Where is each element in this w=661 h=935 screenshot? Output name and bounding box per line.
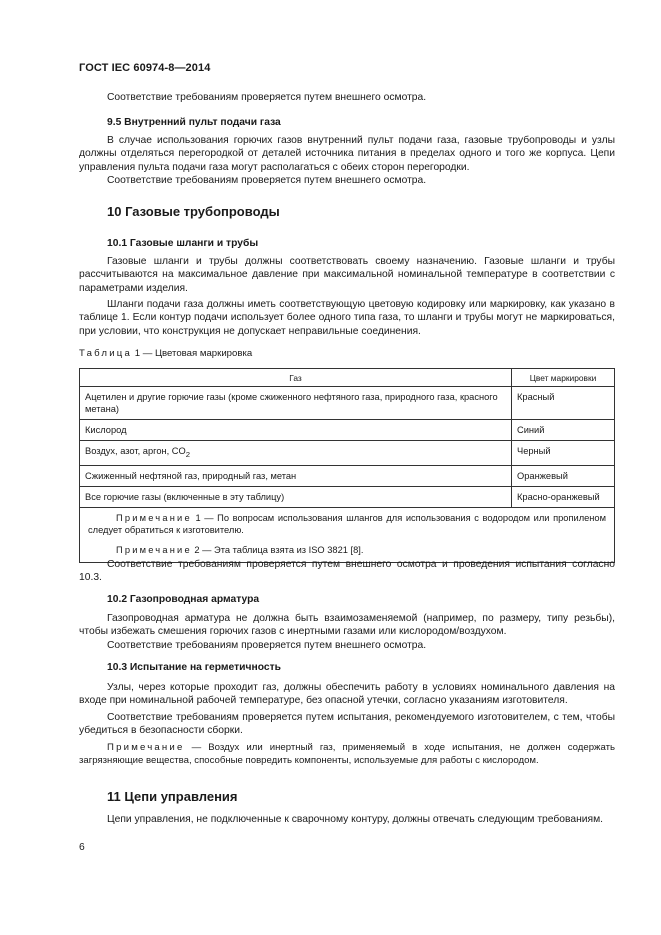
- section-10-3-note: [79, 742, 615, 767]
- table-cell-color: Красный: [512, 387, 615, 420]
- table-cell-gas: [80, 441, 512, 466]
- document-header: ГОСТ IEC 60974-8—2014: [79, 62, 211, 74]
- page-number: 6: [79, 842, 85, 853]
- section-9-5-paragraph-2: Соответствие требованиям проверяется путем внешнего осмотра.: [107, 175, 427, 186]
- table-cell-gas: Ацетилен и другие горючие газы (кроме сжиженного нефтяного газа, природного газа, красного метана): [80, 387, 512, 420]
- table-row: [80, 420, 615, 441]
- section-10-1-paragraph-1: Газовые шланги и трубы должны соответствовать своему назначению. Газовые шланги и трубы рассчитываются на максимальное давление при максимальной номинальной температуре в соответствии с параметрами изделия.: [79, 256, 615, 294]
- table-cell-color: Черный: [512, 441, 615, 466]
- table-note-1-text: 1 — По вопросам использования шлангов для использования с водородом или пропиленом следует обратиться к изготовителю.: [88, 512, 606, 535]
- section-10-3-title: 10.3 Испытание на герметичность: [107, 662, 281, 673]
- table-cell-gas: Все горючие газы (включенные в эту таблицу): [80, 486, 512, 507]
- section-10-2-title: 10.2 Газопроводная арматура: [107, 594, 260, 605]
- table-row: [80, 465, 615, 486]
- section-9-5-title: 9.5 Внутренний пульт подачи газа: [107, 117, 281, 128]
- table-cell-gas-text: Воздух, азот, аргон, CO: [85, 446, 186, 456]
- section-10-3-note-label: Примечание: [107, 742, 185, 753]
- section-10-3-paragraph-2: Соответствие требованиям проверяется путем испытания, рекомендуемого изготовителем, с тем, чтобы убедиться в безопасности сборки.: [79, 712, 615, 737]
- section-10-title: 10 Газовые трубопроводы: [107, 204, 280, 219]
- table-row: [80, 441, 615, 466]
- table-caption-text: 1 — Цветовая маркировка: [134, 348, 253, 359]
- color-marking-table: [79, 368, 615, 563]
- section-10-1-paragraph-2: Шланги подачи газа должны иметь соответствующую цветовую кодировку или маркировку, как указано в таблице 1. Если контур подачи использует более одного типа газа, то шланги и трубы могут не маркироваться, при условии, что конструкция не допускает неправильные соединения.: [79, 299, 615, 337]
- table-row: [80, 387, 615, 420]
- table-cell-color: Синий: [512, 420, 615, 441]
- table-note-1-label: Примечание: [116, 512, 192, 523]
- table-note-2: [88, 544, 606, 556]
- table-cell-gas: Кислород: [80, 420, 512, 441]
- section-10-3-paragraph-1: Узлы, через которые проходит газ, должны обеспечить работу в условиях номинального давления на входе при номинальной рабочей температуре, без опасной утечки, согласно указаниям изготовителя.: [79, 682, 615, 707]
- table-note-1: [88, 512, 606, 536]
- table-note-2-label: Примечание: [116, 544, 192, 555]
- section-10-2-paragraph-2: Соответствие требованиям проверяется путем внешнего осмотра.: [107, 640, 427, 651]
- section-11-paragraph-1: Цепи управления, не подключенные к сварочному контуру, должны отвечать следующим требованиям.: [107, 814, 604, 825]
- column-header-gas: Газ: [80, 369, 512, 387]
- table-cell-gas: Сжиженный нефтяной газ, природный газ, метан: [80, 465, 512, 486]
- table-notes-row: [80, 507, 615, 562]
- section-10-2-paragraph-1: Газопроводная арматура не должна быть взаимозаменяемой (например, по размеру, типу резьбы), чтобы избежать смешения горючих газов с инертными газами или кислородом/воздухом.: [79, 613, 615, 638]
- table-cell-color: Оранжевый: [512, 465, 615, 486]
- column-header-color: Цвет маркировки: [512, 369, 615, 387]
- table-cell-color: Красно-оранжевый: [512, 486, 615, 507]
- section-10-3-note-text: — Воздух или инертный газ, применяемый в ходе испытания, не должен содержать загрязняющие вещества, способные повредить компоненты, используемые для работы с кислородом.: [79, 742, 615, 766]
- section-11-title: 11 Цепи управления: [107, 789, 238, 804]
- table-cell-gas-subscript: 2: [185, 449, 191, 459]
- table-header-row: [80, 369, 615, 387]
- paragraph-compliance-top: Соответствие требованиям проверяется путем внешнего осмотра.: [107, 92, 427, 103]
- paragraph-compliance-10-3: Соответствие требованиям проверяется путем внешнего осмотра и проведения испытания согласно 10.3.: [79, 559, 615, 584]
- section-10-1-title: 10.1 Газовые шланги и трубы: [107, 238, 259, 249]
- table-caption-label: Таблица: [79, 348, 133, 359]
- table-row: [80, 486, 615, 507]
- table-notes-cell: [80, 507, 615, 562]
- table-caption: [79, 348, 252, 359]
- section-9-5-paragraph-1: В случае использования горючих газов внутренний пульт подачи газа, газовые трубопроводы и узлы должны отделяться перегородкой от деталей источника питания в пределах одного и того же корпуса. Цепи управления пульта подачи газа могут располагаться с обеих сторон перегородки.: [79, 135, 615, 173]
- table-note-2-text: 2 — Эта таблица взята из ISO 3821 [8].: [194, 544, 364, 555]
